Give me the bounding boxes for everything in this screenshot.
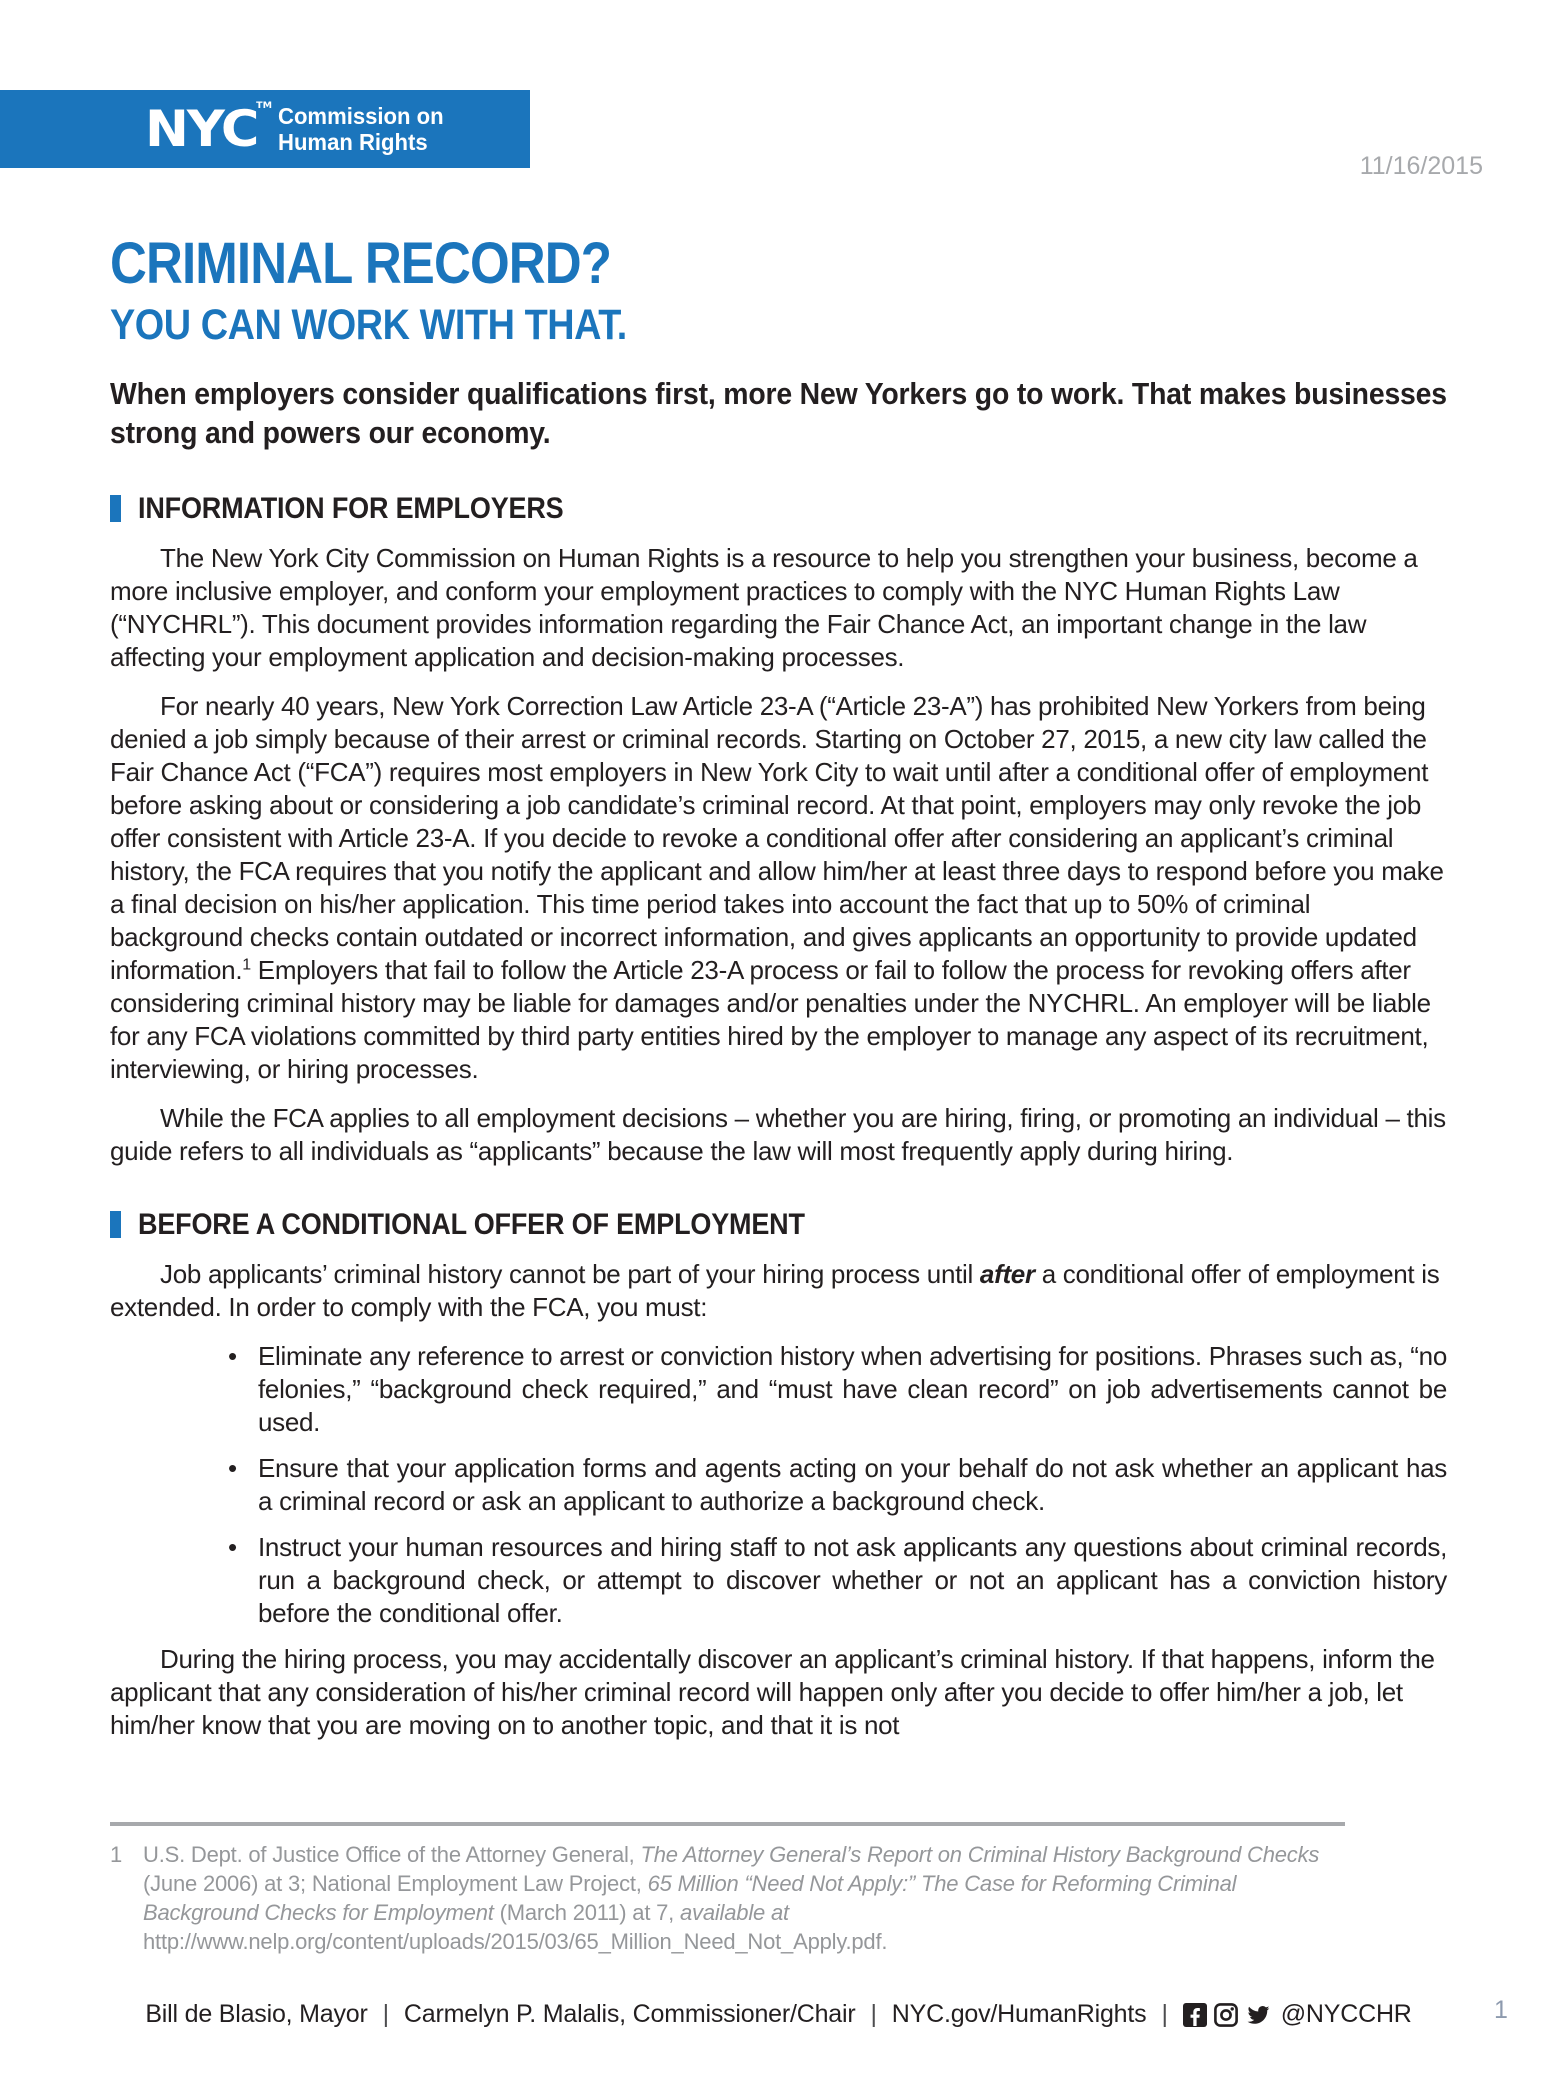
footer-separator: | <box>1161 2000 1168 2028</box>
footnote-seg: (June 2006) at 3; National Employment Law Project, <box>143 1871 648 1896</box>
paragraph-fca-overview <box>110 690 1447 1086</box>
footer-separator: | <box>382 2000 389 2028</box>
paragraph-fca-text-1: For nearly 40 years, New York Correction Law Article 23-A (“Article 23-A”) has prohibited New Yorkers from being denied a job simply because of their arrest or criminal records. Starting on October 27, 2015, a new city law called the Fair Chance Act (“FCA”) requires most employers in New York City to wait until after a conditional offer of employment before asking about or considering a job candidate’s criminal record. At that point, employers may only revoke the job offer consistent with Article 23-A. If you decide to revoke a conditional offer after considering an applicant’s criminal history, the FCA requires that you notify the applicant and allow him/her at least three days to respond before you make a final decision on his/her application. This time period takes into account the fact that up to 50% of criminal background checks contain outdated or incorrect information, and gives applicants an opportunity to provide updated information. <box>110 690 1444 985</box>
list-item: • Ensure that your application forms and agents acting on your behalf do not ask whether an applicant has a criminal record or ask an applicant to authorize a background check. <box>228 1452 1447 1518</box>
footer-commissioner: Carmelyn P. Malalis, Commissioner/Chair <box>403 2000 856 2028</box>
list-item: • Eliminate any reference to arrest or conviction history when advertising for positions. Phrases such as, “no felonies,” “background check required,” and “must have clean record” on job advertisements cannot be used. <box>228 1340 1447 1439</box>
footer-social-handle: @NYCCHR <box>1280 2000 1412 2028</box>
page-subtitle: YOU CAN WORK WITH THAT. <box>110 300 627 349</box>
list-item: • Instruct your human resources and hiring staff to not ask applicants any questions about criminal records, run a background check, or attempt to discover whether or not an applicant has a conviction history before the conditional offer. <box>228 1531 1447 1630</box>
instagram-icon[interactable] <box>1214 2003 1238 2027</box>
before-offer-text-2: a conditional offer of employment is extended. In order to comply with the FCA, you must: <box>110 1258 1440 1322</box>
footnote-number: 1 <box>110 1842 123 1867</box>
before-offer-emphasis: after <box>979 1258 1035 1289</box>
footnote-seg: U.S. Dept. of Justice Office of the Attorney General, <box>143 1842 641 1867</box>
footnote-citation-title: 65 Million “Need Not Apply:” The Case for Reforming Criminal Background Checks for Employment <box>143 1871 1237 1925</box>
footnote-text <box>143 1840 1355 1956</box>
footer-website-link[interactable]: NYC.gov/HumanRights <box>891 2000 1147 2028</box>
org-name-line2: Human Rights <box>277 129 428 155</box>
page-footer <box>110 2000 1447 2029</box>
section-marker-icon <box>110 1211 121 1238</box>
paragraph-before-offer-intro <box>110 1258 1447 1324</box>
footnote-seg: available at <box>680 1900 789 1925</box>
facebook-icon[interactable] <box>1183 2003 1207 2027</box>
paragraph-fca-text-2: Employers that fail to follow the Article 23-A process or fail to follow the process for revoking offers after considering criminal history may be liable for damages and/or penalties under the NYCHRL. An employer will be liable for any FCA violations committed by third party entities hired by the employer to manage any aspect of its recruitment, interviewing, or hiring processes. <box>110 954 1431 1084</box>
compliance-bullet-list <box>110 1340 1447 1630</box>
trademark-label: TM <box>256 101 273 111</box>
org-name <box>278 103 444 155</box>
document-body <box>110 231 1447 1742</box>
section-heading-label: BEFORE A CONDITIONAL OFFER OF EMPLOYMENT <box>138 1207 805 1241</box>
twitter-icon[interactable] <box>1245 2003 1271 2027</box>
before-offer-text-1: Job applicants’ criminal history cannot be part of your hiring process until <box>160 1258 980 1289</box>
section-heading-before-offer <box>110 1208 1447 1242</box>
intro-statement: When employers consider qualifications first, more New Yorkers go to work. That makes businesses strong and powers our economy. <box>110 375 1447 450</box>
paragraph-fca-scope: While the FCA applies to all employment decisions – whether you are hiring, firing, or promoting an individual – this guide refers to all individuals as “applicants” because the law will most frequently apply during hiring. <box>110 1102 1446 1166</box>
social-icons <box>1183 2003 1271 2027</box>
nyc-chr-banner <box>0 90 530 168</box>
footnote-seg: (March 2011) at 7, <box>493 1900 680 1925</box>
org-name-line1: Commission on <box>277 103 444 129</box>
footnote-1 <box>110 1840 1355 1956</box>
document-date: 11/16/2015 <box>1359 152 1483 180</box>
section-heading-employers <box>110 492 1447 526</box>
section-marker-icon <box>110 495 121 522</box>
footer-separator: | <box>870 2000 877 2028</box>
footnote-citation-title: The Attorney General’s Report on Criminal History Background Checks <box>640 1842 1320 1867</box>
nyc-logo <box>145 100 273 158</box>
page-number: 1 <box>1494 1996 1508 2024</box>
page-title: CRIMINAL RECORD? <box>110 231 612 296</box>
footnote-divider <box>110 1822 1345 1826</box>
footnote-reference-1[interactable]: 1 <box>242 956 251 974</box>
footnote-url[interactable]: http://www.nelp.org/content/uploads/2015/03/65_Million_Need_Not_Apply.pdf. <box>143 1929 888 1954</box>
paragraph-accidental-discovery: During the hiring process, you may accidentally discover an applicant’s criminal history. If that happens, inform the applicant that any consideration of his/her criminal record will happen only after you decide to offer him/her a job, let him/her know that you are moving on to another topic, and that it is not <box>110 1643 1435 1740</box>
nyc-logo-text: NYC <box>145 100 258 158</box>
paragraph-nychrl-resource: The New York City Commission on Human Rights is a resource to help you strengthen your business, become a more inclusive employer, and conform your employment practices to comply with the NYC Human Rights Law (“NYCHRL”). This document provides information regarding the Fair Chance Act, an important change in the law affecting your employment application and decision-making processes. <box>110 542 1418 672</box>
section-heading-label: INFORMATION FOR EMPLOYERS <box>138 491 564 525</box>
footer-mayor: Bill de Blasio, Mayor <box>145 2000 368 2028</box>
